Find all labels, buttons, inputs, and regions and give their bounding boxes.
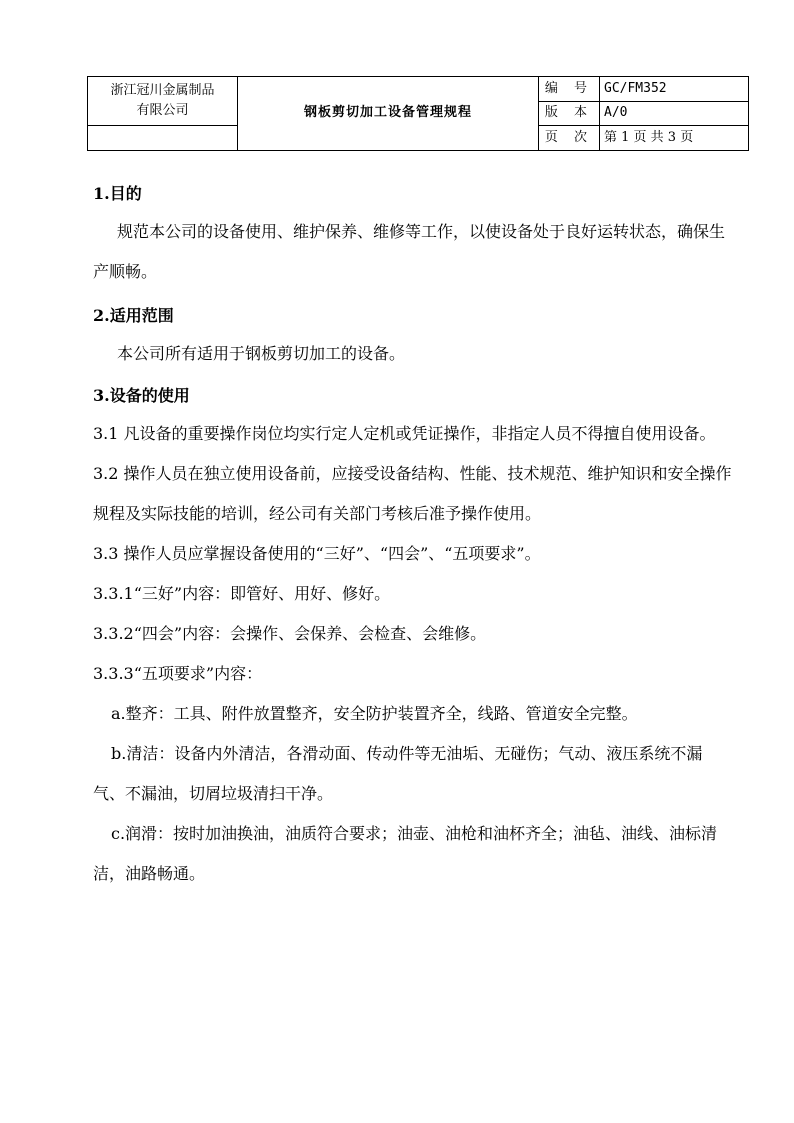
- field-label-page: 页 次: [539, 126, 600, 151]
- document-header-table: [87, 76, 749, 151]
- field-label-number: 编 号: [539, 77, 600, 102]
- requirement-b: b.清洁：设备内外清洁，各滑动面、传动件等无油垢、无碰伤；气动、液压系统不漏气、不漏油，切屑垃圾清扫干净。: [93, 744, 703, 803]
- section-2-paragraph: 本公司所有适用于钢板剪切加工的设备。: [117, 344, 406, 363]
- section-1-title: 1.目的: [93, 184, 142, 203]
- clause-3-1: 3.1 凡设备的重要操作岗位均实行定人定机或凭证操作，非指定人员不得擅自使用设备。: [93, 424, 716, 443]
- clause-3-3-2: 3.3.2“四会”内容：会操作、会保养、会检查、会维修。: [93, 624, 487, 643]
- document-body: [93, 176, 733, 894]
- company-empty-cell: [88, 126, 238, 151]
- clause-3-3-3: 3.3.3“五项要求”内容：: [93, 664, 263, 683]
- field-value-page: 第 1 页 共 3 页: [600, 126, 749, 151]
- company-name-cell: [88, 77, 238, 126]
- field-value-number: GC/FM352: [600, 77, 749, 102]
- clause-3-3-1: 3.3.1“三好”内容：即管好、用好、修好。: [93, 584, 391, 603]
- document-title: 钢板剪切加工设备管理规程: [238, 77, 539, 151]
- company-name-line2: 有限公司: [136, 103, 189, 118]
- requirement-c: c.润滑：按时加油换油，油质符合要求；油壶、油枪和油杯齐全；油毡、油线、油标清洁，油路畅通。: [93, 824, 718, 883]
- field-label-version: 版 本: [539, 102, 600, 126]
- section-1-paragraph: 规范本公司的设备使用、维护保养、维修等工作，以使设备处于良好运转状态，确保生产顺畅。: [93, 222, 726, 281]
- clause-3-2: 3.2 操作人员在独立使用设备前，应接受设备结构、性能、技术规范、维护知识和安全操作规程及实际技能的培训，经公司有关部门考核后准予操作使用。: [93, 464, 732, 523]
- clause-3-3: 3.3 操作人员应掌握设备使用的“三好”、“四会”、“五项要求”。: [93, 544, 541, 563]
- requirement-a: a.整齐：工具、附件放置整齐，安全防护装置齐全，线路、管道安全完整。: [111, 704, 638, 723]
- field-value-version: A/0: [600, 102, 749, 126]
- section-2-title: 2.适用范围: [93, 306, 174, 325]
- section-3-title: 3.设备的使用: [93, 386, 190, 405]
- company-name-line1: 浙江冠川金属制品: [110, 82, 215, 98]
